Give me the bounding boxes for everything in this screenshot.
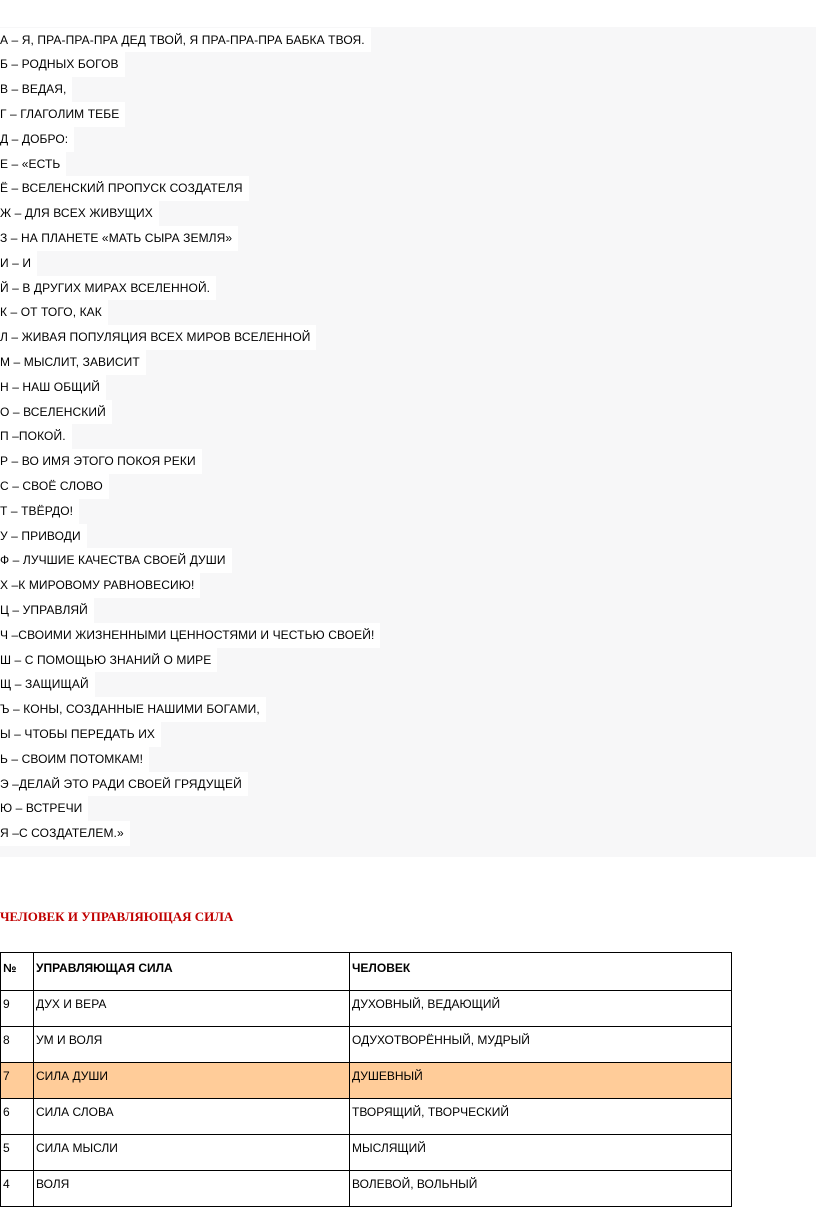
alphabet-line: Ё – ВСЕЛЕНСКИЙ ПРОПУСК СОЗДАТЕЛЯ xyxy=(0,176,249,201)
alphabet-line: Ы – ЧТОБЫ ПЕРЕДАТЬ ИХ xyxy=(0,722,161,747)
alphabet-line: Ж – ДЛЯ ВСЕХ ЖИВУЩИХ xyxy=(0,201,159,226)
cell-number: 8 xyxy=(1,1027,34,1063)
cell-person: ТВОРЯЩИЙ, ТВОРЧЕСКИЙ xyxy=(350,1099,732,1135)
alphabet-line: Ю – ВСТРЕЧИ xyxy=(0,796,88,821)
cell-controlling-force: СИЛА МЫСЛИ xyxy=(34,1135,350,1171)
cell-controlling-force: ВОЛЯ xyxy=(34,1171,350,1207)
alphabet-line: Д – ДОБРО: xyxy=(0,127,74,152)
table-row xyxy=(1,1063,732,1099)
alphabet-line: Т – ТВЁРДО! xyxy=(0,499,79,524)
table-row xyxy=(1,991,732,1027)
alphabet-poem-block xyxy=(0,27,816,857)
alphabet-line: А – Я, ПРА-ПРА-ПРА ДЕД ТВОЙ, Я ПРА-ПРА-ПРА БАБКА ТВОЯ. xyxy=(0,28,371,53)
alphabet-line: В – ВЕДАЯ, xyxy=(0,77,72,102)
table-row xyxy=(1,1171,732,1207)
alphabet-line: Р – ВО ИМЯ ЭТОГО ПОКОЯ РЕКИ xyxy=(0,449,202,474)
alphabet-line: Ф – ЛУЧШИЕ КАЧЕСТВА СВОЕЙ ДУШИ xyxy=(0,548,232,573)
cell-person: ОДУХОТВОРЁННЫЙ, МУДРЫЙ xyxy=(350,1027,732,1063)
alphabet-line: Ь – СВОИМ ПОТОМКАМ! xyxy=(0,747,149,772)
alphabet-line: Б – РОДНЫХ БОГОВ xyxy=(0,52,125,77)
table-row xyxy=(1,1027,732,1063)
header-person: ЧЕЛОВЕК xyxy=(350,953,732,991)
cell-person: ДУХОВНЫЙ, ВЕДАЮЩИЙ xyxy=(350,991,732,1027)
alphabet-line: Ц – УПРАВЛЯЙ xyxy=(0,598,94,623)
cell-number: 4 xyxy=(1,1171,34,1207)
alphabet-line: Э –ДЕЛАЙ ЭТО РАДИ СВОЕЙ ГРЯДУЩЕЙ xyxy=(0,772,248,797)
alphabet-line: Н – НАШ ОБЩИЙ xyxy=(0,375,106,400)
alphabet-line: П –ПОКОЙ. xyxy=(0,424,72,449)
section-title: ЧЕЛОВЕК И УПРАВЛЯЮЩАЯ СИЛА xyxy=(0,909,234,924)
cell-number: 6 xyxy=(1,1099,34,1135)
table-header-row xyxy=(1,953,732,991)
alphabet-line: З – НА ПЛАНЕТЕ «МАТЬ СЫРА ЗЕМЛЯ» xyxy=(0,226,238,251)
cell-person: ВОЛЕВОЙ, ВОЛЬНЫЙ xyxy=(350,1171,732,1207)
cell-person: ДУШЕВНЫЙ xyxy=(350,1063,732,1099)
cell-controlling-force: УМ И ВОЛЯ xyxy=(34,1027,350,1063)
alphabet-line: Ч –СВОИМИ ЖИЗНЕННЫМИ ЦЕННОСТЯМИ И ЧЕСТЬЮ СВОЕЙ! xyxy=(0,623,380,648)
alphabet-line: Г – ГЛАГОЛИМ ТЕБЕ xyxy=(0,102,125,127)
cell-controlling-force: СИЛА ДУШИ xyxy=(34,1063,350,1099)
alphabet-line: Х –К МИРОВОМУ РАВНОВЕСИЮ! xyxy=(0,573,200,598)
alphabet-line: О – ВСЕЛЕНСКИЙ xyxy=(0,400,112,425)
alphabet-line: Ш – С ПОМОЩЬЮ ЗНАНИЙ О МИРЕ xyxy=(0,648,217,673)
cell-controlling-force: СИЛА СЛОВА xyxy=(34,1099,350,1135)
cell-number: 9 xyxy=(1,991,34,1027)
table-row xyxy=(1,1099,732,1135)
alphabet-line: С – СВОЁ СЛОВО xyxy=(0,474,109,499)
alphabet-line: М – МЫСЛИТ, ЗАВИСИТ xyxy=(0,350,146,375)
alphabet-line: Ъ – КОНЫ, СОЗДАННЫЕ НАШИМИ БОГАМИ, xyxy=(0,697,266,722)
cell-number: 5 xyxy=(1,1135,34,1171)
cell-person: МЫСЛЯЩИЙ xyxy=(350,1135,732,1171)
alphabet-line: Е – «ЕСТЬ xyxy=(0,152,66,177)
header-number: № xyxy=(1,953,34,991)
alphabet-line: Л – ЖИВАЯ ПОПУЛЯЦИЯ ВСЕХ МИРОВ ВСЕЛЕННОЙ xyxy=(0,325,316,350)
alphabet-line: Я –С СОЗДАТЕЛЕМ.» xyxy=(0,821,130,846)
cell-number: 7 xyxy=(1,1063,34,1099)
alphabet-line: Й – В ДРУГИХ МИРАХ ВСЕЛЕННОЙ. xyxy=(0,276,216,301)
alphabet-line: Щ – ЗАЩИЩАЙ xyxy=(0,672,95,697)
cell-controlling-force: ДУХ И ВЕРА xyxy=(34,991,350,1027)
header-controlling-force: УПРАВЛЯЮЩАЯ СИЛА xyxy=(34,953,350,991)
alphabet-line: У – ПРИВОДИ xyxy=(0,524,87,549)
table-row xyxy=(1,1135,732,1171)
alphabet-line: И – И xyxy=(0,251,37,276)
human-power-table xyxy=(0,952,732,1207)
alphabet-line: К – ОТ ТОГО, КАК xyxy=(0,300,108,325)
